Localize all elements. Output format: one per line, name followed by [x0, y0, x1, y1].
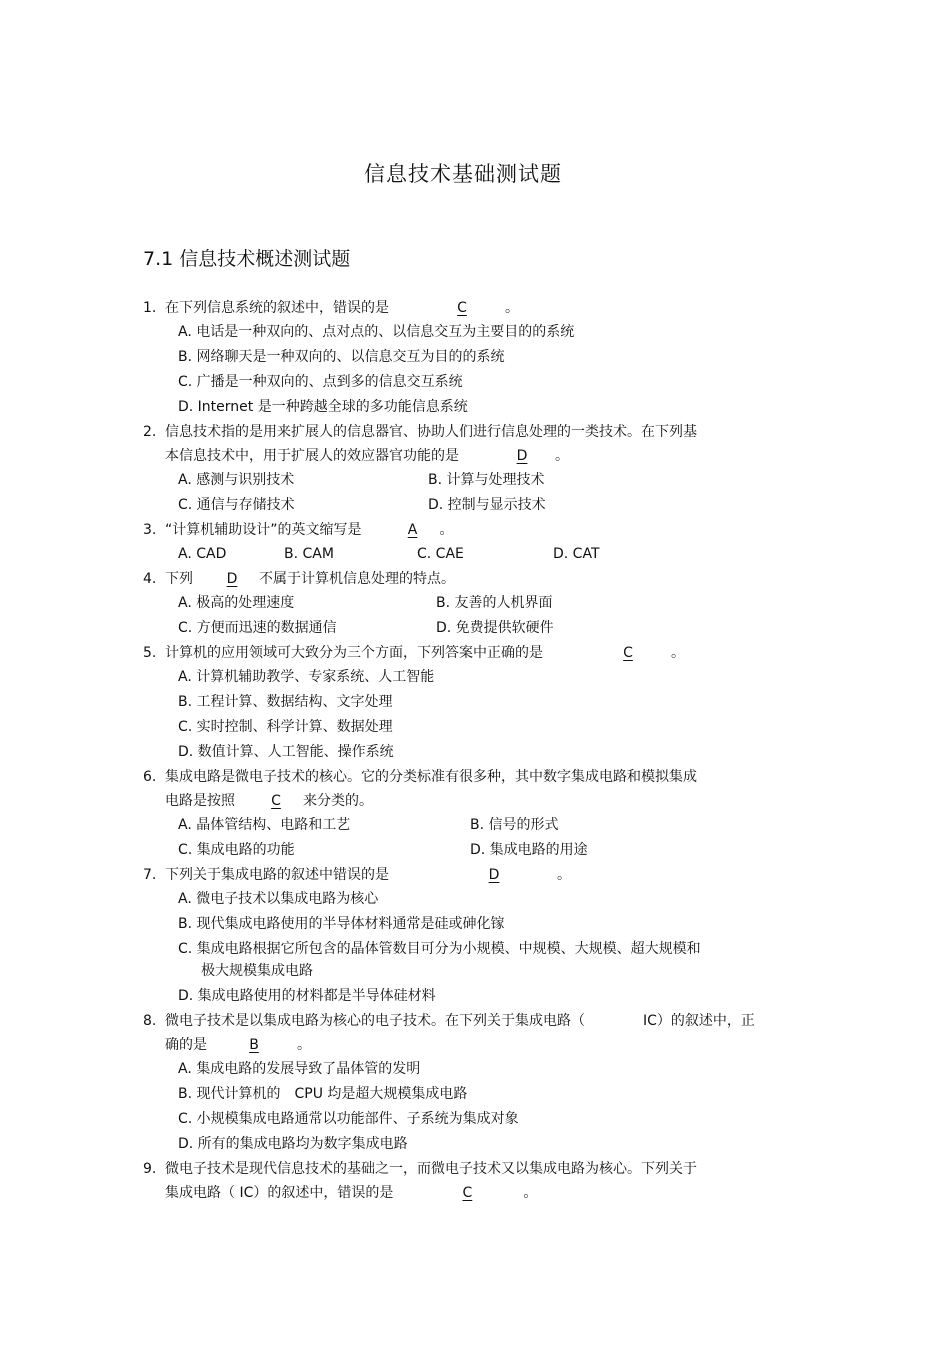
question-stem-line1: 微电子技术是现代信息技术的基础之一，而微电子技术又以集成电路为核心。下列关于	[165, 1161, 697, 1177]
question-tail: 。	[671, 645, 685, 661]
option-b: B. CAM	[284, 546, 334, 562]
question-stem: 下列	[165, 571, 193, 587]
question-tail: 不属于计算机信息处理的特点。	[259, 571, 455, 587]
answer-blank: D	[488, 867, 500, 883]
options	[143, 665, 823, 765]
option-c: C. 方便而迅速的数据通信	[178, 620, 337, 636]
options	[143, 320, 823, 420]
question-5	[143, 641, 823, 765]
option-a: A. 电话是一种双向的、点对点的、以信息交互为主要目的的系统	[178, 324, 575, 340]
question-stem: 下列关于集成电路的叙述中错误的是	[165, 867, 389, 883]
option-d: D. 所有的集成电路均为数字集成电路	[178, 1136, 408, 1152]
option-a: A. 晶体管结构、电路和工艺	[178, 817, 351, 833]
option-a: A. 集成电路的发展导致了晶体管的发明	[178, 1061, 421, 1077]
options	[143, 813, 823, 863]
section-heading: 7.1 信息技术概述测试题	[143, 248, 351, 270]
question-4	[143, 567, 823, 641]
answer-blank: C	[623, 645, 633, 661]
question-stem: 集成电路（ IC）的叙述中，错误的是	[165, 1185, 394, 1201]
question-stem-line1: 信息技术指的是用来扩展人的信息器官、协助人们进行信息处理的一类技术。在下列基	[165, 424, 697, 440]
question-1	[143, 296, 823, 420]
option-d: D. 集成电路使用的材料都是半导体硅材料	[178, 988, 436, 1004]
option-c: C. 小规模集成电路通常以功能部件、子系统为集成对象	[178, 1111, 519, 1127]
answer-blank: C	[271, 793, 281, 809]
question-8	[143, 1009, 823, 1157]
option-a: A. CAD	[178, 546, 227, 562]
option-c: C. 广播是一种双向的、点到多的信息交互系统	[178, 374, 463, 390]
answer-blank: D	[516, 448, 528, 464]
option-b: B. 工程计算、数据结构、文字处理	[178, 694, 393, 710]
question-2	[143, 420, 823, 518]
question-number: 6.	[143, 769, 157, 785]
answer-blank: C	[457, 300, 467, 316]
question-tail: 。	[439, 522, 454, 538]
question-stem-line1: 集成电路是微电子技术的核心。它的分类标准有很多种，其中数字集成电路和模拟集成	[165, 769, 697, 785]
option-c: C. CAE	[417, 546, 464, 562]
question-stem: “计算机辅助设计”的英文缩写是	[165, 522, 362, 538]
document-title: 信息技术基础测试题	[364, 162, 562, 186]
option-d: D. 数值计算、人工智能、操作系统	[178, 744, 394, 760]
option-c: C. 通信与存储技术	[178, 497, 295, 513]
question-stem: 在下列信息系统的叙述中，错误的是	[165, 300, 389, 316]
option-d: D. 免费提供软硬件	[436, 620, 554, 636]
option-d: D. Internet 是一种跨越全球的多功能信息系统	[178, 399, 468, 415]
question-9	[143, 1157, 823, 1205]
option-b: B. 信号的形式	[470, 817, 559, 833]
answer-blank: A	[407, 522, 418, 538]
question-number: 2.	[143, 424, 157, 440]
question-tail: 。	[523, 1185, 538, 1201]
option-a: A. 计算机辅助教学、专家系统、人工智能	[178, 669, 435, 685]
option-c: C. 实时控制、科学计算、数据处理	[178, 719, 393, 735]
question-number: 5.	[143, 645, 157, 661]
option-d: D. CAT	[553, 546, 600, 562]
question-stem: 计算机的应用领域可大致分为三个方面，下列答案中正确的是	[165, 645, 543, 661]
answer-blank: D	[226, 571, 238, 587]
options	[143, 1057, 823, 1157]
question-stem: 电路是按照	[165, 793, 235, 809]
option-d: D. 控制与显示技术	[428, 497, 546, 513]
question-list	[143, 296, 823, 1205]
question-tail: 。	[505, 300, 519, 316]
options	[143, 887, 823, 1009]
question-stem: 确的是	[165, 1037, 207, 1053]
option-b: B. 网络聊天是一种双向的、以信息交互为目的的系统	[178, 349, 505, 365]
option-a: A. 微电子技术以集成电路为核心	[178, 891, 379, 907]
answer-blank: C	[462, 1185, 473, 1201]
options	[143, 468, 823, 518]
question-stem: 本信息技术中，用于扩展人的效应器官功能的是	[165, 448, 459, 464]
question-number: 1.	[143, 300, 157, 316]
option-d: D. 集成电路的用途	[470, 842, 588, 858]
question-number: 7.	[143, 867, 157, 883]
option-c	[178, 937, 823, 984]
question-tail: 。	[297, 1037, 311, 1053]
question-tail: 来分类的。	[303, 793, 373, 809]
question-stem-line1: 微电子技术是以集成电路为核心的电子技术。在下列关于集成电路（	[165, 1013, 585, 1029]
question-6	[143, 765, 823, 863]
option-b: B. 现代计算机的 CPU 均是超大规模集成电路	[178, 1086, 468, 1102]
question-number: 3.	[143, 522, 157, 538]
option-a: A. 感测与识别技术	[178, 472, 295, 488]
option-c: C. 集成电路的功能	[178, 842, 295, 858]
question-tail: 。	[555, 448, 569, 464]
option-b: B. 友善的人机界面	[436, 595, 553, 611]
question-number: 8.	[143, 1013, 157, 1029]
question-7	[143, 863, 823, 1009]
question-3	[143, 518, 823, 567]
option-b: B. 现代集成电路使用的半导体材料通常是硅或砷化镓	[178, 916, 505, 932]
options	[143, 591, 823, 641]
question-tail: 。	[557, 867, 571, 883]
options	[143, 542, 823, 567]
question-number: 4.	[143, 571, 157, 587]
option-a: A. 极高的处理速度	[178, 595, 295, 611]
option-b: B. 计算与处理技术	[428, 472, 545, 488]
question-number: 9.	[143, 1161, 157, 1177]
answer-blank: B	[249, 1037, 259, 1053]
option-c-line2: 极大规模集成电路	[201, 963, 313, 979]
option-c-line1: C. 集成电路根据它所包含的晶体管数目可分为小规模、中规模、大规模、超大规模和	[178, 941, 701, 957]
question-stem-line1-b: IC）的叙述中，正	[643, 1013, 755, 1029]
